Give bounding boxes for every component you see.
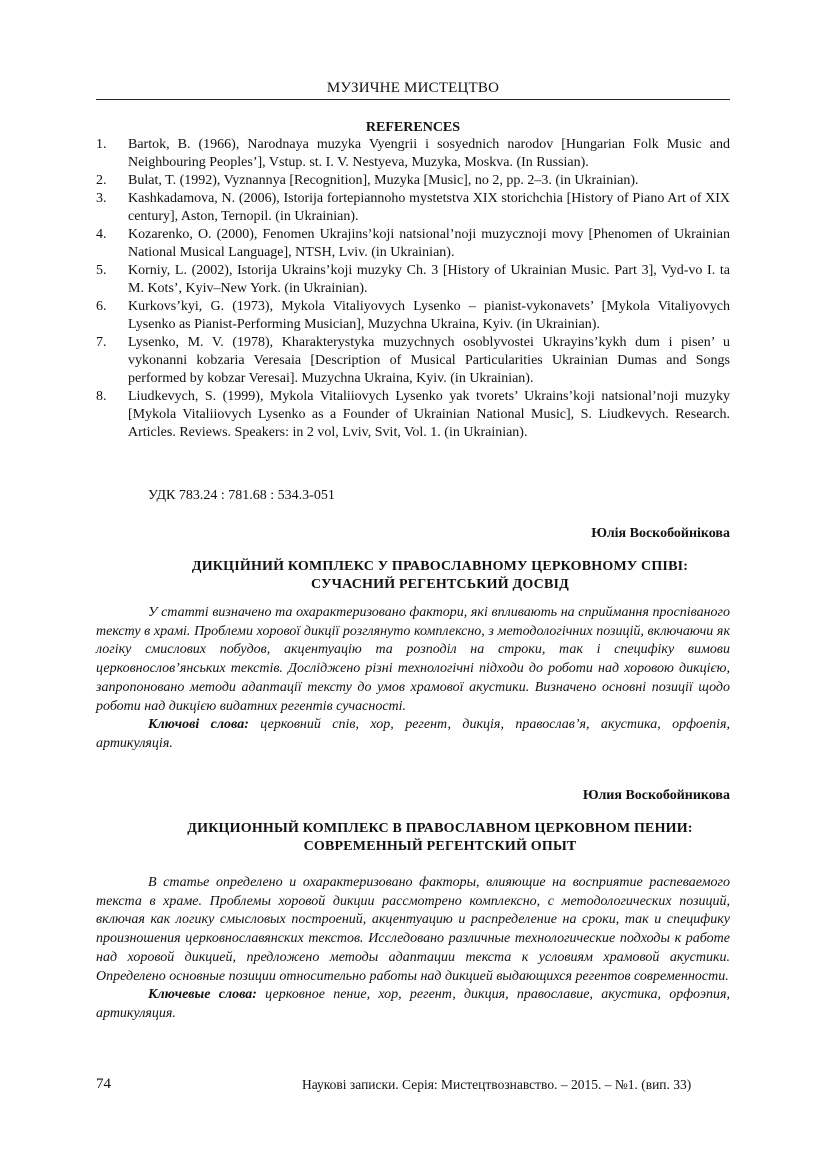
- page-number: 74: [96, 1076, 111, 1092]
- reference-text: Bulat, T. (1992), Vyznannya [Recognition], Muzyka [Music], no 2, pp. 2–3. (in Ukrainian).: [128, 173, 639, 188]
- journal-citation: Наукові записки. Серія: Мистецтвознавство. – 2015. – №1. (вип. 33): [302, 1077, 692, 1092]
- author-russian: Юлия Воскобойникова: [582, 788, 730, 803]
- reference-number: 1.: [96, 137, 107, 152]
- references-list: [96, 136, 730, 442]
- reference-text: Korniy, L. (2002), Istorija Ukrains’koji muzyky Ch. 3 [History of Ukrainian Music. Part 3], Vyd-vo I. ta M. Kots’, Kyiv–New York. (in Ukrainian).: [128, 263, 730, 296]
- keywords-paragraph: [96, 986, 730, 1023]
- reference-number: 7.: [96, 335, 107, 350]
- abstract-russian: [96, 874, 730, 1024]
- reference-text: Bartok, B. (1966), Narodnaya muzyka Vyengrii i sosyednich narodov [Hungarian Folk Music and Neighbouring Peoples’], Vstup. st. I. V. Nestyeva, Muzyka, Moskva. (In Russian).: [128, 137, 730, 170]
- reference-number: 6.: [96, 299, 107, 314]
- running-head: МУЗИЧНЕ МИСТЕЦТВО: [326, 80, 500, 96]
- header-rule: [96, 99, 730, 100]
- udk-code: УДК 783.24 : 781.68 : 534.3-051: [148, 488, 335, 503]
- reference-item: [96, 334, 730, 388]
- reference-item: [96, 298, 730, 334]
- reference-text: Kozarenko, O. (2000), Fenomen Ukrajins’koji natsional’noji muzycznoji movy [Phenomen of Ukrainian National Musical Language], NTSH, Lviv. (in Ukrainian).: [128, 227, 730, 260]
- title-line: ДИКЦІЙНИЙ КОМПЛЕКС У ПРАВОСЛАВНОМУ ЦЕРКОВНОМУ СПІВІ:: [191, 559, 689, 574]
- keywords-label: Ключові слова:: [148, 717, 249, 733]
- reference-text: Kurkovs’kyi, G. (1973), Mykola Vitaliyovych Lysenko – pianist-vykonavets’ [Mykola Vitaliyovych Lysenko as Pianist-Performing Musician], Muzychna Ukraina, Kyiv. (in Ukrainian).: [128, 299, 730, 332]
- reference-number: 5.: [96, 263, 107, 278]
- reference-text: Lysenko, M. V. (1978), Kharakterystyka muzychnych osoblyvostei Ukrayins’kykh dum i pisen’ u vykonanni kobzaria Veresaia [Description of Musical Particularities Ukrainian Dumas and Songs performed by kobzar Veresai]. Muzychna Ukraina, Kyiv. (in Ukrainian).: [128, 335, 730, 386]
- keywords-label: Ключевые слова:: [148, 987, 257, 1003]
- reference-item: [96, 388, 730, 442]
- reference-item: [96, 262, 730, 298]
- abstract-text: У статті визначено та охарактеризовано фактори, які впливають на сприймання проспіваного тексту в храмі. Проблеми хорової дикції розглянуто комплексно, з методологічних позицій, включаючи як логіку смислових побудов, акцентуацію та розподіл на строки, так і специфіку вимови церковнослов’янських текстів. Досліджено різні технологічні підходи до роботи над хоровою дикцією, запропоновано методи адаптації тексту до умов храмової акустики. Визначено основні позиції щодо роботи над дикцією видатних регентів сучасності.: [96, 605, 730, 714]
- references-title: REFERENCES: [365, 120, 461, 135]
- reference-text: Liudkevych, S. (1999), Mykola Vitaliiovych Lysenko yak tvorets’ Ukrains’koji natsional’noji muzyky [Mykola Vitaliiovych Lysenko as a Founder of Ukrainian National Music], S. Liudkevych. Research. Articles. Reviews. Speakers: in 2 vol, Lviv, Svit, Vol. 1. (in Ukrainian).: [128, 389, 730, 440]
- reference-number: 4.: [96, 227, 107, 242]
- keywords-paragraph: [96, 716, 730, 753]
- reference-item: [96, 190, 730, 226]
- reference-number: 8.: [96, 389, 107, 404]
- reference-item: [96, 136, 730, 172]
- keywords-text: церковний спів, хор, регент, дикція, православ’я, акустика, орфоепія, артикуляція.: [96, 717, 730, 751]
- article-title-ukrainian: [140, 558, 740, 594]
- author-ukrainian: Юлія Воскобойнікова: [591, 526, 730, 541]
- article-title-russian: [140, 820, 740, 856]
- reference-text: Kashkadamova, N. (2006), Istorija fortepiannoho mystetstva XIX storichchia [History of Piano Art of XIX century], Aston, Ternopil. (in Ukrainian).: [128, 191, 730, 224]
- reference-number: 3.: [96, 191, 107, 206]
- title-line: СОВРЕМЕННЫЙ РЕГЕНТСКИЙ ОПЫТ: [303, 839, 577, 854]
- abstract-text: В статье определено и охарактеризовано факторы, влияющие на восприятие распеваемого текста в храме. Проблемы хоровой дикции рассмотрено комплексно, с методологических позиций, включая как логику смысловых построений, акцентуацию и распределение на сроки, так и специфику произношения церковнославянских текстов. Исследовано различные технологические подходы к работе над хоровой дикцией, предложено методы адаптации текста к условиям храмовой акустики. Определено основные позиции относительно работы над дикцией выдающихся регентов современности.: [96, 875, 730, 984]
- title-line: СУЧАСНИЙ РЕГЕНТСЬКИЙ ДОСВІД: [311, 577, 569, 592]
- title-line: ДИКЦИОННЫЙ КОМПЛЕКС В ПРАВОСЛАВНОМ ЦЕРКОВНОМ ПЕНИИ:: [187, 821, 693, 836]
- keywords-text: церковное пение, хор, регент, дикция, православие, акустика, орфоэпия, артикуляция.: [96, 987, 730, 1021]
- reference-item: [96, 226, 730, 262]
- reference-number: 2.: [96, 173, 107, 188]
- abstract-ukrainian: [96, 604, 730, 754]
- reference-item: [96, 172, 730, 190]
